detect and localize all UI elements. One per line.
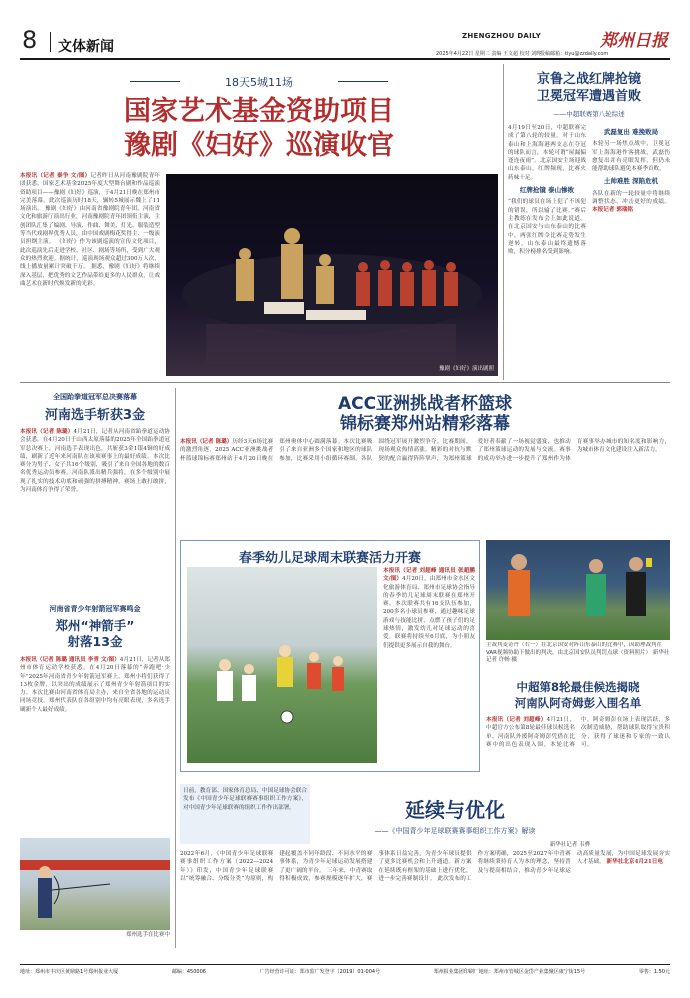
taekwondo-byline: 本报讯（记者 陈璐） [20,429,74,435]
art-body-3: 《妇好》作为该剧巡演的宣传文化项目，此次巡演先后走进学校、社区、剧场等场所，受到广大观众的热烈欢迎。据统计，巡演现场观众超过300万人次，线上播放量累计突破千万。 [20,239,160,271]
csl-review-body-4: 各队在新的一轮较量中将继续调整状态，冲击更好的成绩。 [592,190,670,206]
youth-football-body-3: 此次发布的工作方案明确，2025至2027年中青赛将继续秉持育人为本的理念，坚持普及与提高相结合，推动青少年足球运动高质量发展，为中国足球发展夯实人才基础。 [437,851,670,882]
csl-review-sec-3: 土帅难胜 深陷危机 [603,177,659,186]
kids-football-byline: 本报讯（记者 刘超峰 通讯员 张超鹏 文/图） [383,568,475,583]
csl-candidate-body-text: 4月21日，中超官方公布第8轮最佳球员候选名单，河南队外援阿奇姆彭凭借在比赛中的出色表现入围。本轮比赛中，阿奇姆彭在场上表现活跃，多次制造威胁，帮助球队取得宝贵积分，获得了球迷和专家的一致认可。 [486,717,670,748]
csl-review-reporter: 本报记者 郭瑞铭 [592,207,634,214]
referee-photo-caption-text: 主裁判麦奇丹（右一）在北京国安对阵山东泰山的比赛中，因助理裁判在VAR视频协助下做出的判决，由北京国安队员判罚点球（资料照片） [486,642,663,656]
footer-bar [20,968,670,980]
date-line: 2025年4月22日 星期二 责编 王文超 校对 刘晔 [436,51,542,57]
contact: 投稿邮箱：tiyu@zzdaily.com [540,51,609,57]
footer-address: 地址：郑州市丰庆区黄鼎路1号郑州报业大厦 [20,969,119,975]
section-title: 文体新闻 [58,39,114,55]
footer-printing: 郑州报业集团印刷厂地址：郑州市管城区金岱产业集聚区康宁街15号 [433,969,586,975]
csl-review-sec-1: 红牌抢镜 泰山惨败 [519,186,575,195]
csl-review-body-2: “我们的球员在场上犯了不该犯的错误，所以输了比赛。”赛后主教练在发布会上如此说道。在北京国安与山东泰山的比赛中，两张红牌令比赛走势发生逆转，山东泰山最终遗憾落败，积分榜排名受到影响。 [508,199,586,256]
art-body-2: 豫剧《妇好》由河南省豫剧院青年团，河南省文化和旅游厅演出行业，河南豫剧院青年团领衔主演，主创团队汇集了编剧、导演、作曲、舞美、灯光、服装造型等当代戏剧界优秀人员，由中国戏剧梅花奖得主、一级演员担纲主演。 [20,206,160,246]
art-kicker-rule-right [338,81,388,82]
paper-en: ZHENGZHOU DAILY [462,32,542,40]
csl-review-col-2 [592,124,670,379]
referee-players-illustration [486,540,670,640]
youth-football-intro: 日前，教育部、国家体育总局、中国足球协会联合发布《中国青少年足球联赛赛事组织工作方案》，对中国青少年足球联赛的组织工作作出部署。 [183,788,307,811]
art-body [20,172,160,374]
basketball-headline-2: 锦标赛郑州站精彩落幕 [340,414,510,434]
csl-review-sub: ——中超联赛第八轮综述 [553,110,625,118]
csl-review-body-1: 4月19日至20日，中超联赛完成了第八轮的较量。对于山东泰山和上海海港两支志在夺冠的球队而言，本轮可谓“屋漏偏逢连夜雨”。北京国安主场迎战山东泰山，红牌频现，比赛火药味十足。 [508,125,586,181]
taekwondo-headline: 河南选手斩获3金 [44,408,146,423]
referee-photo [486,540,670,640]
paper-logo: 郑州日报 [600,31,668,51]
page-number: 8 [22,26,38,54]
kids-players-illustration [187,567,377,763]
art-headline-2: 豫剧《妇好》巡演收官 [124,130,394,161]
basketball-byline: 本报讯（记者 陈璐） [180,439,233,445]
youth-archery-headline-2: 射落13金 [67,634,123,649]
youth-football-body-1: 2022年6月，《中国青少年足球联赛赛事组织工作方案（2022—2024年）》印发，中国青少年足球联赛以“统筹融合、分级分类”为原则，构建起覆盖不同年龄段、不同水平的赛事体系，为青少年足球运动发展搭建了更广阔的平台。 [180,851,373,882]
youth-football-date: 新华社北京4月21日电 [606,859,663,866]
art-headline-1: 国家艺术基金资助项目 [124,96,394,127]
csl-candidate-headline-1: 中超第8轮最佳候选揭晓 [516,680,640,694]
footer-rule [20,964,670,965]
footer-price: 零售：1.50元 [638,969,670,975]
csl-review-sec-2: 武磊复出 难挽败局 [603,128,659,136]
referee-photo-credit: 新华社记者 许畅 摄 [486,649,670,663]
footer-license: 广告经营许可证：郑市监广发登字（2019）01-004号 [259,969,381,975]
taekwondo-body-text: 4月21日，记者从河南省跆拳道运动协会获悉，在4月20日于山西太原落幕的2025年全国跆拳道冠军总决赛上，河南选手表现出色，共斩获3金1银4铜的好成绩，刷新了近年来河南队在该项赛事上的最好成绩。本次比赛分为男子、女子共16个级别，吸引了来自全国各地的数百名优秀运动员参赛。河南队派出精兵强将，在多个级别中展现了扎实的技术功底和顽强的拼搏精神，赛场上敢打敢拼，为河南体育争得了荣誉。 [20,429,170,494]
youth-archery-story [20,590,170,948]
youth-archery-photo-caption: 郑州选手在比赛中 [125,932,170,938]
column-divider-right [503,64,504,380]
art-story [20,64,498,380]
masthead-rule-left [50,32,51,52]
csl-review-headline-1: 京鲁之战红牌抢镜 [536,72,641,87]
section-rule-1 [20,382,670,383]
art-kicker-rule-left [130,81,180,82]
csl-review-headline-2: 卫冕冠军遭遇首败 [536,89,641,104]
csl-candidate-headline-2: 河南队阿奇姆彭入围名单 [514,696,642,710]
csl-review-col-1 [508,124,586,379]
art-body-4: 据悉，豫剧《妇好》将继续深入基层，把优秀的文艺作品带给更多的人民群众，让戏曲艺术在新时代焕发新的光彩。 [20,264,160,287]
kids-football-photo [187,567,377,763]
csl-review-story [508,64,670,380]
archer-illustration [20,838,170,930]
masthead-rule [20,58,670,60]
youth-football-story [180,776,670,954]
youth-archery-photo [20,838,170,930]
youth-football-credit: 新华社记者 韦骅 [549,842,590,848]
stage-performers-illustration [166,174,498,376]
taekwondo-kicker: 全国跆拳道冠军总决赛落幕 [53,393,137,401]
taekwondo-story [20,388,170,584]
csl-candidate-byline: 本报讯（记者 刘超峰） [486,717,547,723]
art-photo-caption: 豫剧《妇好》演出剧照 [438,365,494,372]
taekwondo-body [20,428,170,582]
youth-football-intro-box [180,784,310,844]
youth-archery-kicker: 河南省青少年射箭冠军赛鸣金 [49,605,141,613]
basketball-body-text: 历经3天6场比赛的激烈角逐，2025 ACC亚洲挑战者杯篮球锦标赛郑州站于4月20日晚在郑州奥体中心圆满落幕。本次比赛吸引了来自亚洲多个国家和地区的球队参加，比赛采用小组循环赛制，各队围绕冠军展开激烈争夺。比赛期间，现场观众热情高涨，精彩的对抗与默契的配合赢得阵阵掌声，为郑州篮球爱好者奉献了一场视觉盛宴，也推动了郑州篮球运动的发展与交流。赛事的成功举办进一步提升了郑州作为体育赛事举办城市的知名度和影响力，为城市体育文化建设注入新活力。 [180,439,670,462]
youth-football-headline: 延续与优化 [405,798,505,822]
basketball-body [180,438,670,534]
basketball-headline-1: ACC亚洲挑战者杯篮球 [337,394,513,414]
kids-football-story [180,540,480,772]
column-divider-left [175,388,176,948]
art-kicker: 18天5城11场 [225,76,293,89]
youth-football-body-2: 三年来，中青赛取得积极成效，参赛规模逐年扩大，赛事体系日益完善，为青少年球员提供了更多比赛机会和上升通道。新方案在延续既有框架的基础上进行优化，进一步完善赛制设计。 [279,851,472,882]
youth-archery-byline: 本报讯（记者 陈璐 通讯员 李青 文/图） [20,657,120,663]
kids-football-headline: 春季幼儿足球周末联赛活力开赛 [238,551,421,566]
youth-archery-body-text: 4月21日，记者从郑州市体育运动学校获悉，在4月20日落幕的“奔跑吧·少年”2025年河南省青少年射箭冠军赛上，郑州小将们获得了13枚金牌，以突出的成绩展示了郑州青少年射箭项目的实力。本次比赛由河南省体育局主办，来自全省各地的运动员同场竞技，郑州代表队在各组别中均有亮眼表现，多名选手刷新个人最好成绩。 [20,657,170,713]
csl-review-body-3: 本轮另一场焦点战中，卫冕冠军上海海港作客挑战，武磊伤愈复出并有亮眼发挥，但仍未能帮助球队避免本赛季首败。 [592,141,670,173]
youth-archery-body [20,656,170,832]
footer-post: 邮编：450006 [171,969,206,975]
referee-photo-caption [486,642,670,674]
kids-football-body [383,567,475,765]
youth-football-sub: ——《中国青少年足球联赛赛事组织工作方案》解读 [374,827,536,835]
kids-football-body-text: 4月20日，由郑州市金水区文化旅游体育局、郑州市足球协会指导的春季幼儿足球周末联赛在郑州开赛。本次联赛共有16支队伍参加，200多名小球员参赛，通过趣味足球游戏与技能比拼，点燃了孩子们的足球热情，激发幼儿对足球运动的喜爱。联赛将持续至6月底，为小朋友们提供更多展示自我的舞台。 [383,576,475,649]
art-byline: 本报讯（记者 秦争 文/图） [20,173,91,179]
youth-archery-headline-1: 郑州“神箭手” [55,618,135,633]
art-photo [166,174,498,376]
youth-football-body [180,850,670,954]
art-body-1: 记者昨日从河南豫剧院青年团获悉，国家艺术基金2025年度大型舞台剧和作品巡演资助项目——豫剧《妇好》巡演，于4月21日晚在郑州市完美落幕。此次巡演历时18天，辗转5城展示魏上了11场演出。 [20,173,160,213]
basketball-story [180,388,670,536]
